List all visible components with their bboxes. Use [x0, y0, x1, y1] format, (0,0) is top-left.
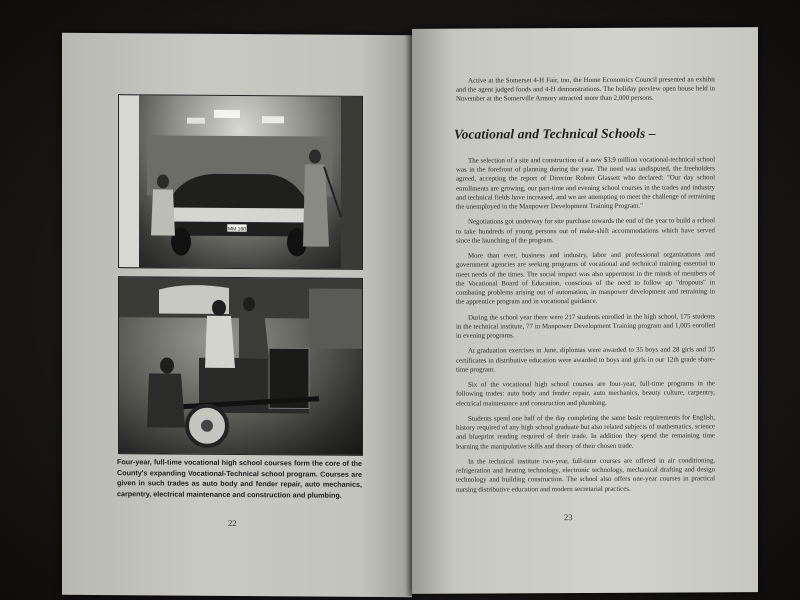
student-head [243, 297, 255, 311]
body-paragraph: In the technical institute two-year, full-time courses are offered in air conditioning, refrigeration and heating technology, electronic technology, mechanical drafting and design technology and building construction. The school also offers one-year courses in practical nursing distributive education and modern secretarial practices. [456, 457, 715, 494]
shop-equipment [309, 289, 362, 349]
worker-head [157, 174, 169, 188]
right-page [412, 27, 758, 594]
car-bumper [171, 208, 311, 223]
section-body [456, 155, 715, 500]
student-body [239, 311, 269, 358]
student-head [212, 300, 226, 316]
body-paragraph: Six of the vocational high school courses are four-year, full-time programs in the following trades: auto body and fender repair, auto mechanics, beauty culture, carpentry, electrical maintenance and construction and plumbing. [456, 380, 715, 408]
body-paragraph: The selection of a site and construction of a new $3.9 million vocational-technical school was in the forefront of planning during the year. The need was undisputed, the freeholders agreed, accepting the report of Director Robert Glassett who declared: "Our day school enrollments are growing, our part-time and evening school courses in the trades and industry and technical fields have increased, and we are attempting to meet the challenge of retraining the unemployed in the Manpower Development Training Program." [456, 156, 715, 211]
body-paragraph: Negotiations got underway for site purchase towards the end of the year to build a school to take hundreds of young persons out of make-shift accommodations which have served since the launching of the program. [456, 217, 715, 245]
body-paragraph: At graduation exercises in June, diplomas were awarded to 35 boys and 28 girls and 35 certificates in distributive education were awarded to boys and girls in our 12th grade share-time program. [456, 346, 715, 374]
student-body [205, 316, 235, 368]
license-plate-text: MM 160 [227, 226, 247, 233]
photo-auto-body-shop-drawing [119, 95, 362, 269]
worker-body [151, 189, 175, 235]
body-paragraph: During the school year there were 217 students enrolled in the high school, 175 students in the technical institute, 77 in Manpower Development Training program and 1,005 enrolled in evening programs. [456, 312, 715, 340]
section-heading: Vocational and Technical Schools – [454, 125, 656, 142]
page-number-left: 22 [228, 517, 237, 528]
page-number-right: 23 [564, 512, 573, 523]
student-head [160, 357, 174, 373]
body-paragraph: Students spend one half of the day completing the same basic requirements for English, history required of any high school graduate but also related subjects of mathematics, science and blueprint reading required of their trade. In addition they spend the remaining time learning the manipulative skills and theory of their chosen trade. [456, 414, 715, 451]
booth-wall-left [119, 95, 139, 267]
intro-text [456, 75, 715, 110]
intro-paragraph: Active at the Somerset 4-H Fair, too, the Home Economics Council presented an exhibit and the agent judged foods and 4-H demonstrations. The holiday preview open house held in November at the Somerville Armory attracted more than 2,000 persons. [456, 76, 715, 104]
worker-head [309, 150, 321, 164]
left-page [62, 33, 412, 597]
photo-auto-mechanics [118, 276, 363, 456]
photo-caption: Four-year, full-time vocational high school courses form the core of the County's expanding Vocational-Technical school program. Courses are given in such trades as auto body and fender repair, auto mechanics, carpentry, electrical maintenance and construction and plumbing. [117, 457, 362, 500]
photo-auto-mechanics-drawing [119, 277, 362, 455]
student-body [147, 373, 185, 427]
ceiling-light [214, 110, 240, 118]
booth-wall-right [341, 97, 362, 269]
ceiling-light [187, 118, 205, 124]
photo-auto-body-shop [118, 94, 363, 270]
worker-body [303, 164, 329, 246]
ceiling-light [262, 116, 284, 123]
body-paragraph: More than ever, business and industry, labor and professional organizations and government agencies are seeking programs of vocational and technical training essential to meet needs of the times. The social impact was also uppermost in the minds of members of the Vocational Board of Education, conscious of the need to follow up "dropouts" in combating problems arising out of automation, in manpower development and retraining in the apprentice program and in vocational guidance. [456, 251, 715, 306]
wheel-hub [201, 420, 213, 432]
